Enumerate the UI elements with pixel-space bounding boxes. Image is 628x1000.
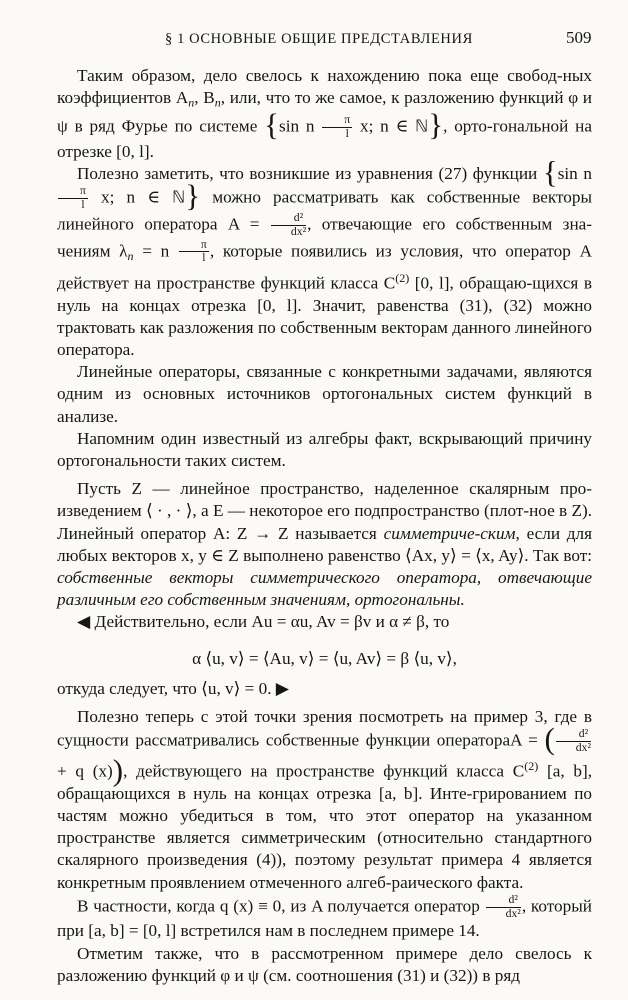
main-text: [57, 65, 592, 987]
fraction: $\frac{\text{d²}}{\text{dx²}}$: [486, 894, 521, 921]
paragraph-10: Отметим также, что в рассмотренном примере дело свелось к разложению функций φ и ψ (см. соотношения (31) и (32)) в ряд: [57, 943, 592, 985]
paragraph-8: Полезно теперь с этой точки зрения посмотреть на пример 3, где в сущности рассматривались собственные функции оператораA = ( $\frac{\text{d²}}{\text{dx²}}$ + q (x)), действующего на пространстве функций класса $C^{(2)}$ [a, b], обращающихся в нуль на концах отрезка [a, b]. Инте-грированием по частям можно убедиться в том, что этот оператор на указанном пространстве является симметрическим (относительно стандартного скалярного произведения (4)), поэтому результат примера 4 является конкретным проявлением отмеченного алгеб-раического факта.: [57, 706, 593, 892]
fraction: $\frac{\pi}{l}$: [58, 185, 88, 212]
paragraph-6: ◀ Действительно, если Au = αu, Av = βv и α ≠ β, то: [77, 612, 450, 632]
paragraph-7: откуда следует, что ⟨u, v⟩ = 0. ▶: [57, 678, 290, 698]
running-title: § 1 ОСНОВНЫЕ ОБЩИЕ ПРЕДСТАВЛЕНИЯ: [165, 31, 473, 47]
paragraph-5: Пусть Z — линейное пространство, наделенное скалярным про-изведением ⟨ · , · ⟩, а E — некоторое его подпространство (плот-ное в Z). Линейный оператор A: Z → Z называется симметриче-ским, если для любых векторов x, y ∈ Z выполнено равенство ⟨Ax, y⟩ = ⟨x, Ay⟩. Так вот: собственные векторы симметрического оператора, отвечающие различным его собственным значениям, ортогональны.: [57, 479, 592, 610]
page-header: [0, 28, 628, 52]
page-number: 509: [566, 28, 592, 47]
fraction: $\frac{\pi}{l}$: [179, 239, 209, 266]
fraction: $\frac{\pi}{l}$: [322, 114, 352, 141]
fraction: $\frac{\text{d²}}{\text{dx²}}$: [556, 728, 591, 755]
paragraph-1: Таким образом, дело свелось к нахождению пока еще свобод-ных коэффициентов $A_n$, $B_n$, или, что то же самое, к разложению функций φ и ψ в ряд Фурье по системе {sin n $\frac{\pi}{l}$ x; n ∈ ℕ}, орто-гональной на отрезке [0, l].: [57, 66, 592, 161]
paragraph-9: В частности, когда q (x) ≡ 0, из A получается оператор $\frac{\text{d²}}{\text{dx²}}$ , который при [a, b] = [0, l] встретился нам в последнем примере 14.: [57, 892, 592, 941]
display-equation: α ⟨u, v⟩ = ⟨Au, v⟩ = ⟨u, Av⟩ = β ⟨u, v⟩,: [192, 648, 457, 668]
paragraph-4: Напомним один известный из алгебры факт, вскрывающий причину ортогональности таких систем.: [57, 428, 592, 470]
paragraph-2: Полезно заметить, что возникшие из уравнения (27) функции {sin n $\frac{\pi}{l}$ x; n ∈ ℕ} можно рассматривать как собственные векторы линейного оператора A = $\frac{\text{d²}}{\text{dx²}}$ , отвечающие его собственным зна-чениям $\lambda_n = n$ $\frac{\pi}{l}$ , которые появились из условия, что оператор A действует на пространстве функций класса $C^{(2)}$ [0, l], обращаю-щихся в нуль на концах отрезка [0, l]. Значит, равенства (31), (32) можно трактовать как разложения по собственным векторам данного линейного оператора.: [57, 154, 592, 359]
paragraph-3: Линейные операторы, связанные с конкретными задачами, являются одним из основных источников ортогональных систем функций в анализе.: [57, 362, 592, 426]
fraction: $\frac{\text{d²}}{\text{dx²}}$: [271, 212, 306, 239]
